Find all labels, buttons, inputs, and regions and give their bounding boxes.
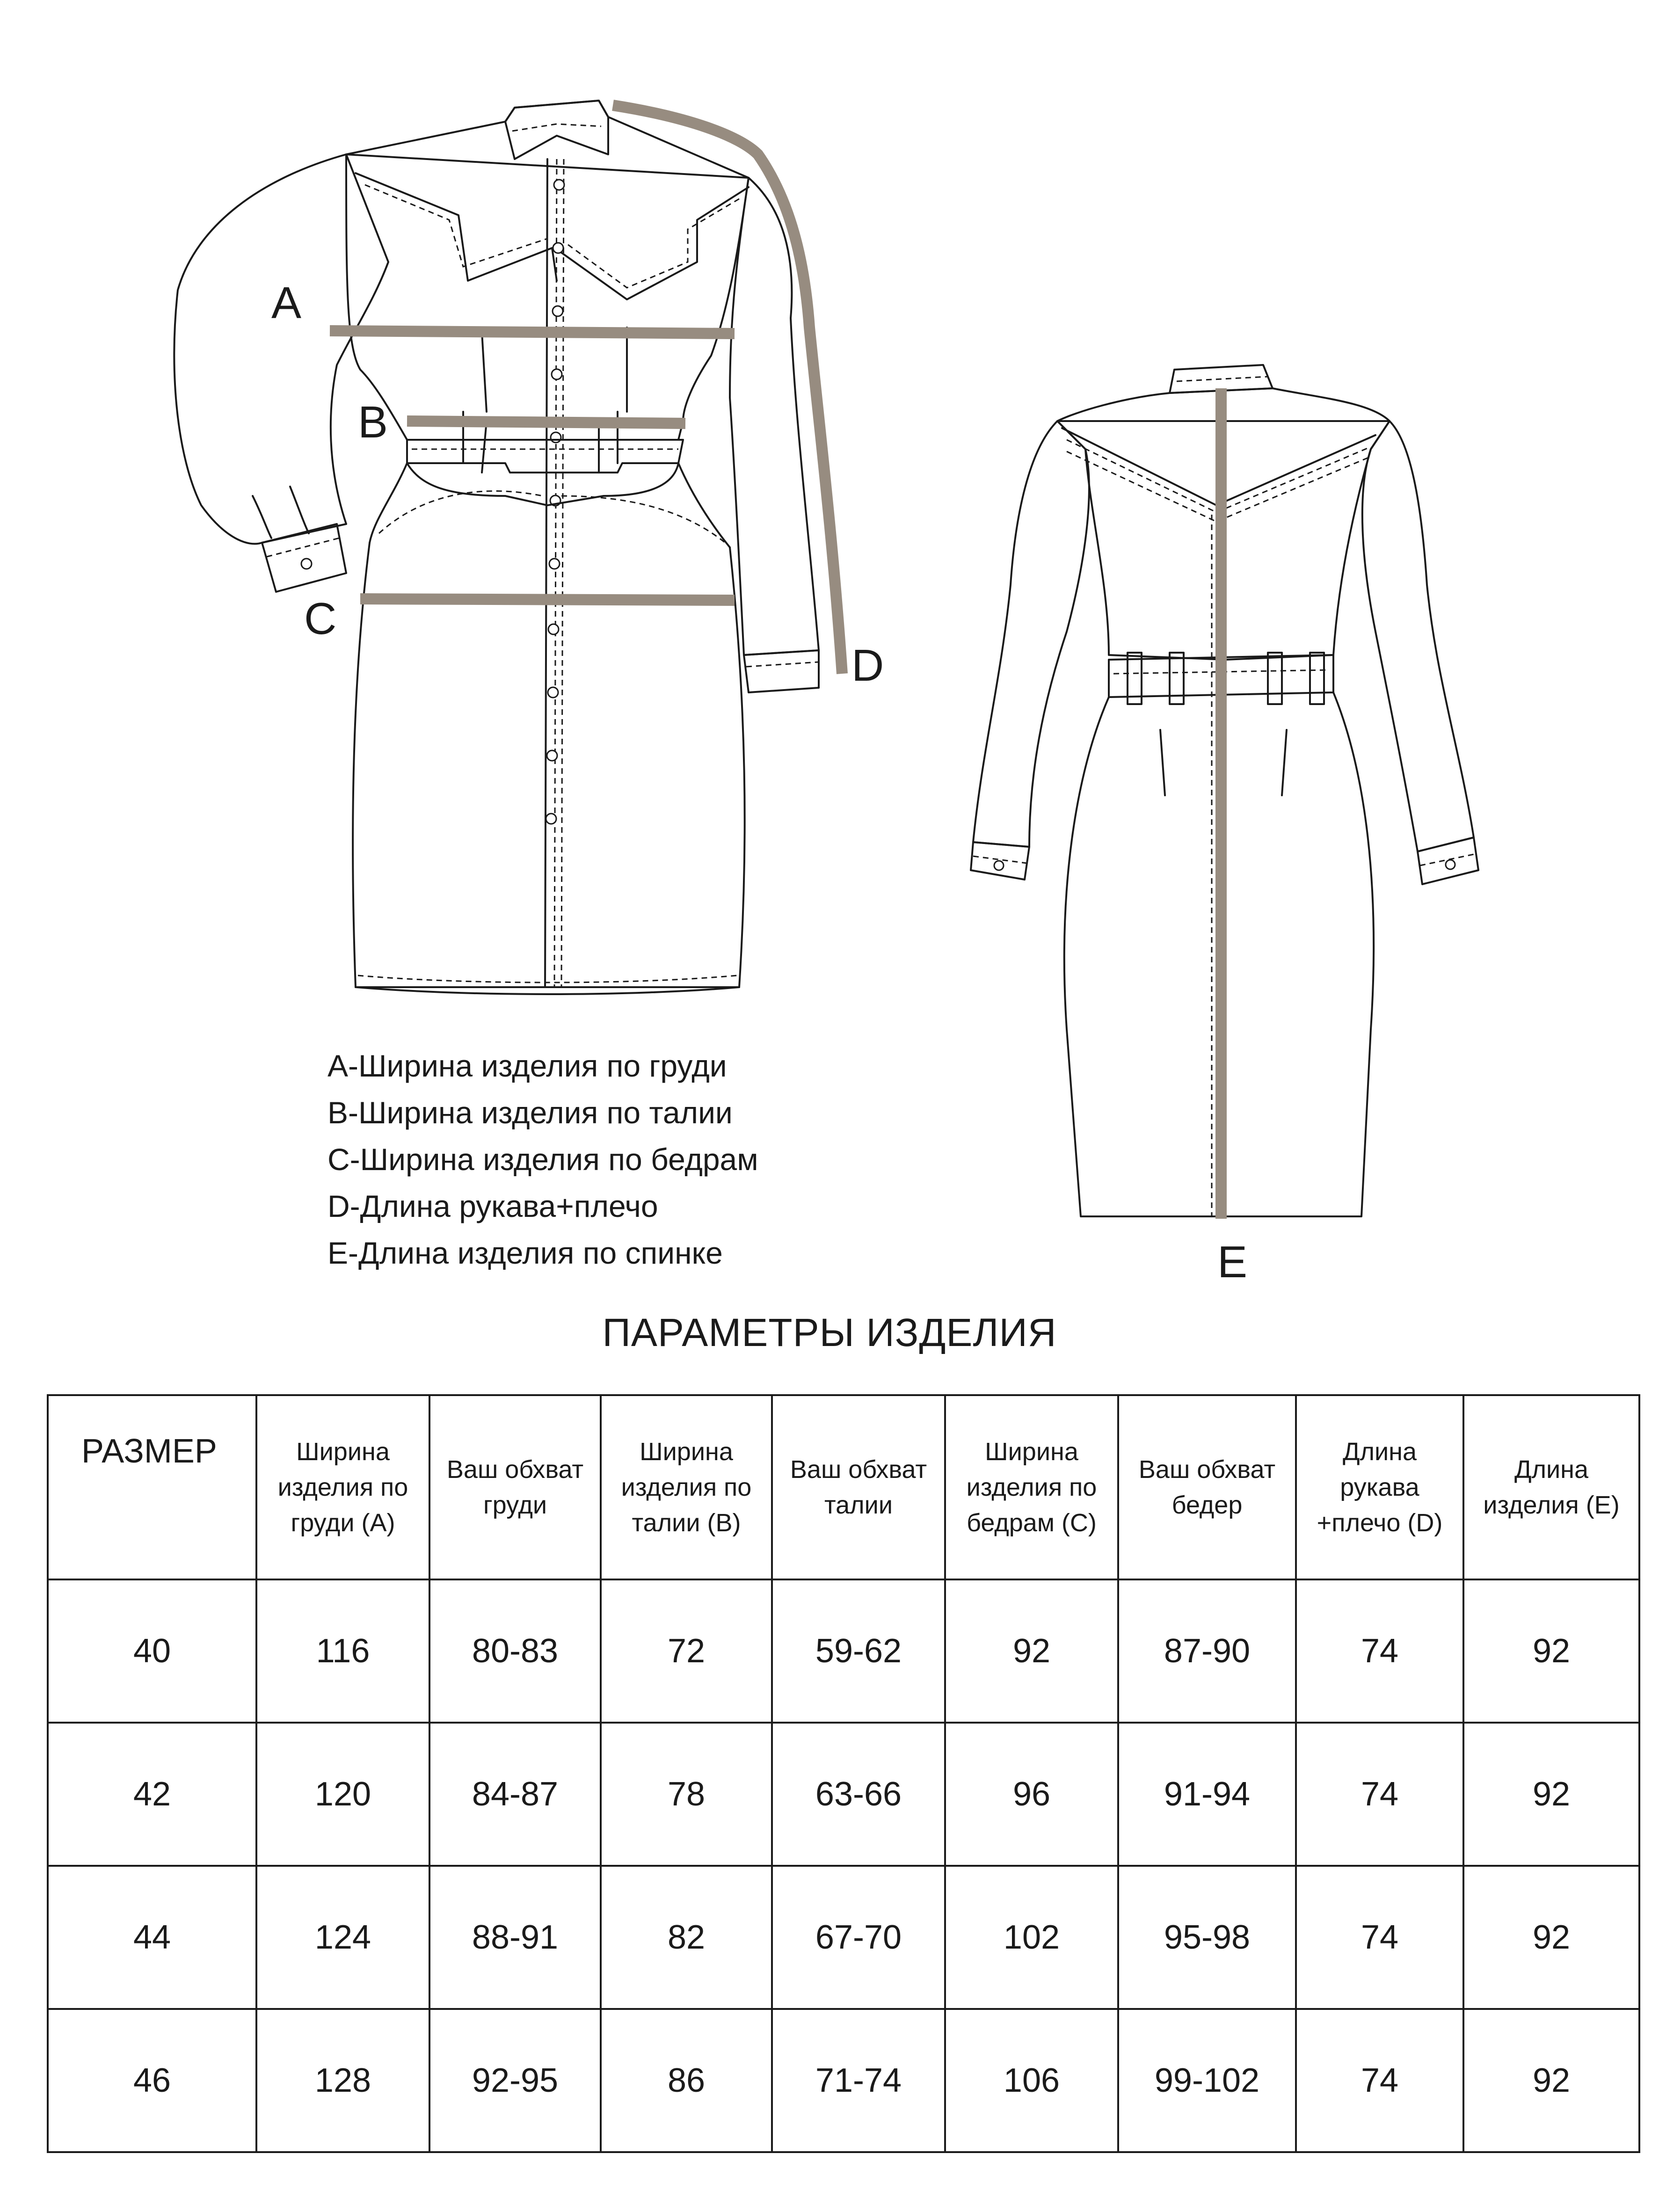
table-row — [48, 1866, 1639, 2009]
measure-line-a — [330, 331, 735, 334]
cell-sleeve-length: 74 — [1296, 1866, 1463, 2009]
header-size: РАЗМЕР — [48, 1395, 256, 1579]
front-right-sleeve — [730, 178, 819, 655]
cell-your-hips: 99-102 — [1118, 2009, 1296, 2152]
front-skirt — [353, 543, 745, 987]
front-buttons — [546, 180, 564, 824]
header-your-waist: Ваш обхват талии — [772, 1395, 945, 1579]
measure-line-d — [613, 105, 842, 674]
cell-sleeve-length: 74 — [1296, 1723, 1463, 1866]
cell-sleeve-length: 74 — [1296, 2009, 1463, 2152]
cell-your-waist: 59-62 — [772, 1579, 945, 1723]
cell-waist-width: 86 — [601, 2009, 772, 2152]
cell-hip-width: 92 — [945, 1579, 1118, 1723]
label-b: B — [358, 397, 388, 447]
cell-size: 44 — [48, 1866, 256, 2009]
cell-waist-width: 72 — [601, 1579, 772, 1723]
table-row — [48, 1723, 1639, 1866]
header-garment-length: Длина изделия (Е) — [1463, 1395, 1639, 1579]
cell-your-chest: 88-91 — [429, 1866, 601, 2009]
header-chest-width: Ширина изделия по груди (А) — [256, 1395, 429, 1579]
cell-your-waist: 71-74 — [772, 2009, 945, 2152]
header-hip-width: Ширина изделия по бедрам (С) — [945, 1395, 1118, 1579]
table-row — [48, 2009, 1639, 2152]
cell-garment-length: 92 — [1463, 1579, 1639, 1723]
measurement-legend — [327, 1042, 758, 1276]
cell-size: 46 — [48, 2009, 256, 2152]
label-c: C — [304, 594, 337, 644]
cell-your-hips: 91-94 — [1118, 1723, 1296, 1866]
cell-your-waist: 63-66 — [772, 1723, 945, 1866]
label-d: D — [851, 640, 884, 691]
front-measurements — [330, 105, 842, 674]
cell-hip-width: 102 — [945, 1866, 1118, 2009]
cell-your-hips: 87-90 — [1118, 1579, 1296, 1723]
front-left-sleeve — [174, 154, 388, 544]
table-title: ПАРАМЕТРЫ ИЗДЕЛИЯ — [602, 1310, 1057, 1354]
cell-your-chest: 92-95 — [429, 2009, 601, 2152]
cell-chest-width: 120 — [256, 1723, 429, 1866]
table-row — [48, 1579, 1639, 1723]
cell-hip-width: 106 — [945, 2009, 1118, 2152]
label-a: A — [271, 278, 302, 328]
front-right-cuff — [744, 650, 819, 692]
cell-your-chest: 80-83 — [429, 1579, 601, 1723]
cell-chest-width: 128 — [256, 2009, 429, 2152]
measure-line-c — [360, 599, 735, 600]
cell-sleeve-length: 74 — [1296, 1579, 1463, 1723]
legend-item-d: D-Длина рукава+плечо — [327, 1189, 658, 1223]
front-belt — [407, 440, 683, 473]
size-table — [47, 1394, 1640, 2153]
cell-garment-length: 92 — [1463, 2009, 1639, 2152]
legend-item-e: Е-Длина изделия по спинке — [327, 1236, 723, 1270]
header-waist-width: Ширина изделия по талии (В) — [601, 1395, 772, 1579]
front-view — [174, 101, 819, 994]
label-e: E — [1217, 1237, 1248, 1287]
cell-waist-width: 78 — [601, 1723, 772, 1866]
cell-hip-width: 96 — [945, 1723, 1118, 1866]
back-left-sleeve — [973, 421, 1089, 847]
cell-chest-width: 124 — [256, 1866, 429, 2009]
front-collar — [505, 101, 608, 159]
legend-item-a: А-Ширина изделия по груди — [327, 1048, 727, 1083]
back-right-sleeve — [1362, 421, 1474, 851]
cell-waist-width: 82 — [601, 1866, 772, 2009]
cell-chest-width: 116 — [256, 1579, 429, 1723]
header-your-hips: Ваш обхват бедер — [1118, 1395, 1296, 1579]
cell-your-hips: 95-98 — [1118, 1866, 1296, 2009]
cell-size: 42 — [48, 1723, 256, 1866]
header-sleeve-length: Длина рукава +плечо (D) — [1296, 1395, 1463, 1579]
cell-size: 40 — [48, 1579, 256, 1723]
header-your-chest: Ваш обхват груди — [429, 1395, 601, 1579]
legend-item-b: В-Ширина изделия по талии — [327, 1095, 733, 1130]
cell-your-chest: 84-87 — [429, 1723, 601, 1866]
legend-item-c: С-Ширина изделия по бедрам — [327, 1142, 758, 1177]
cell-your-waist: 67-70 — [772, 1866, 945, 2009]
cell-garment-length: 92 — [1463, 1723, 1639, 1866]
table-header-row — [48, 1395, 1639, 1579]
measure-line-b — [407, 421, 685, 423]
cell-garment-length: 92 — [1463, 1866, 1639, 2009]
